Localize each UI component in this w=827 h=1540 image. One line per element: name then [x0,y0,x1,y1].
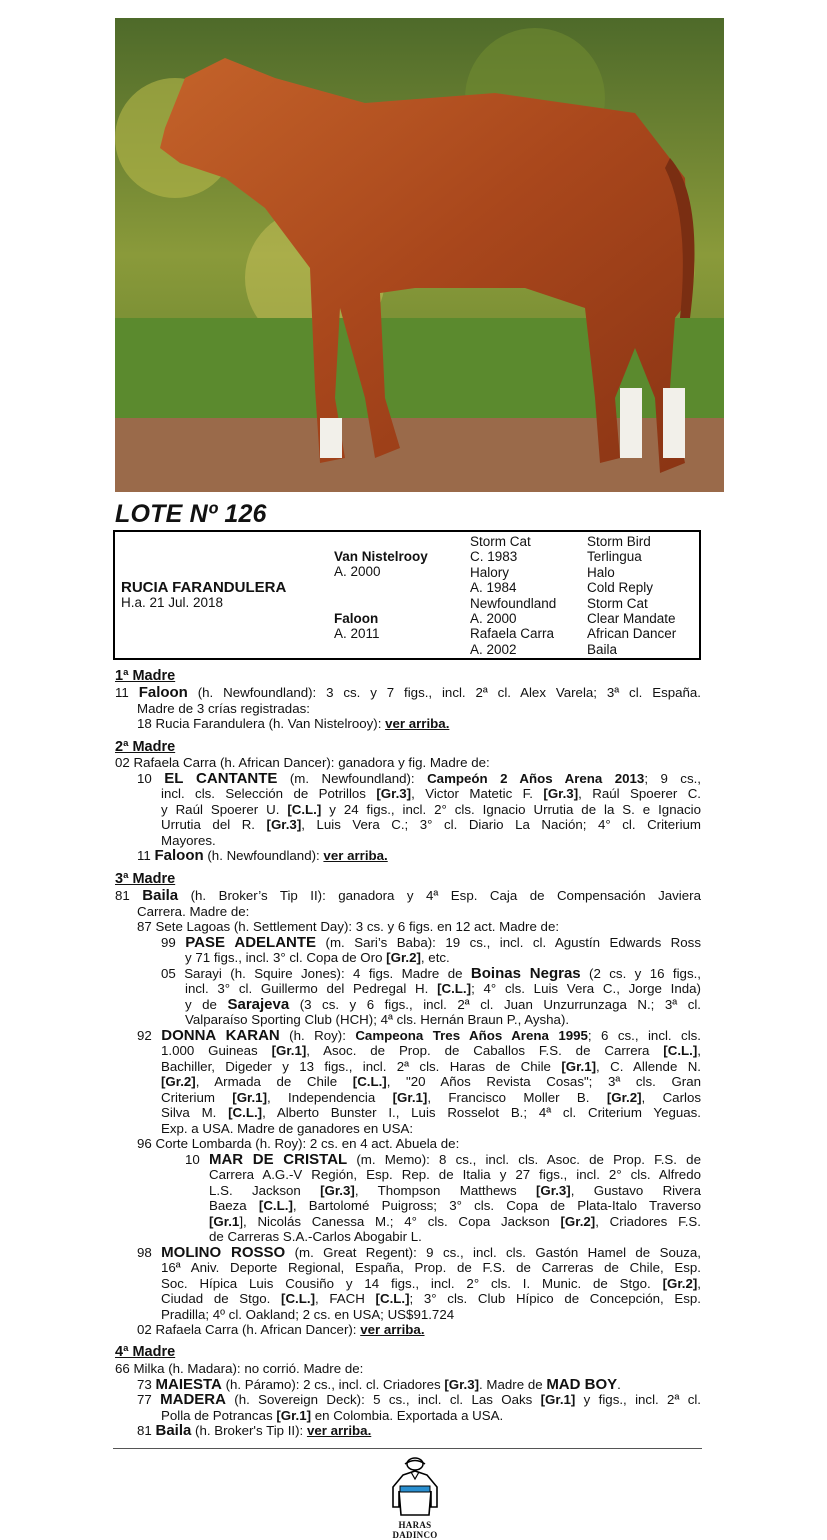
gen4-item: Storm Bird [587,534,651,549]
stud-logo [380,1455,450,1540]
gen4-item: Terlingua [587,549,642,565]
dam-name: Faloon [334,611,379,626]
stud-name: HARAS DADINCO [392,1520,438,1540]
gen3-item: A. 2000 [470,611,517,627]
gen4-item: Halo [587,564,615,580]
dam-info: A. 2011 [334,626,380,642]
horse-name: RUCIA FARANDULERA [121,579,287,596]
gen4-item: Clear Mandate [587,611,676,627]
footer-rule [113,1448,702,1449]
sire-block [334,549,428,580]
gen4-item: African Dancer [587,626,677,642]
gen3-item: Storm Cat [470,534,531,549]
jockey-silks-icon [387,1455,443,1517]
gen4-item: Baila [587,641,618,657]
horse-info: H.a. 21 Jul. 2018 [121,595,224,611]
gen3-item: Rafaela Carra [470,626,555,642]
section-1st-dam: 11 Faloon (h. Newfoundland): 3 cs. y 7 figs., incl. 2ª cl. Alex Varela; 3ª cl. España. Madre de 3 crías registradas: 18 Rucia Farandulera (h. Van Nistelrooy): ver arriba. [115,684,702,731]
section-heading-2nd-dam: 2ª Madre [115,739,176,755]
pedigree-gen3 [470,534,556,657]
sire-name: Van Nistelrooy [334,549,428,564]
pedigree-gen4 [587,534,676,657]
gen3-item: C. 1983 [470,549,518,565]
sire-info: A. 2000 [334,564,381,580]
gen4-item: Cold Reply [587,580,654,596]
horse-name-block [121,580,286,611]
dam-block [334,611,380,642]
section-3rd-dam: 81 Baila (h. Broker’s Tip II): ganadora y 4ª Esp. Caja de Compensación Javiera Carrera. Madre de: 87 Sete Lagoas (h. Settlement Day): 3 cs. y 6 figs. en 12 act. Madre de: 99 PASE ADELANTE (m. Sari’s Baba): 19 cs., incl. cl. Agustín Edwards Ross y 71 figs., incl. 3° cl. Copa de Oro [Gr.2], etc. 05 Sarayi (h. Squire Jones): 4 figs. Madre de Boinas Negras (2 cs. y 16 figs., incl. 3° cl. Guillermo del Pedregal H. [C.L.]; 4° cls. Luis Vera C., Jorge Inda) y de Sarajeva (3 cs. y 6 figs., incl. 2ª cl. Juan Unzurrunzaga N.; 3ª cl. Valparaíso Sporting Club (HCH); 4ª cls. Hernán Braun P., Aysha). 92 DONNA KARAN (h. Roy): Campeona Tres Años Arena 1995; 6 cs., incl. cls. 1.000 Guineas [Gr.1], Asoc. de Prop. de Caballos F.S. de Carrera [C.L.], Bachiller, Digeder y 13 figs., incl. 2ª cls. Haras de Chile [Gr.1], C. Allende N. [Gr.2], Armada de Chile [C.L.], "20 Años Revista Cosas"; 3ª cls. Gran Criterium [Gr.1], Independencia [Gr.1], Francisco Moller B. [Gr.2], Carlos Silva M. [C.L.], Alberto Bunster I., Luis Rosselot B.; 4ª cl. Criterium Yeguas. Exp. a USA. Madre de ganadores en USA: 96 Corte Lombarda (h. Roy): 2 cs. en 4 act. Abuela de: 10 MAR DE CRISTAL (m. Memo): 8 cs., incl. cls. Asoc. de Prop. F.S. de Carrera A.G.-V Región, Esp. Rep. de Italia y 27 figs., incl. 2° cls. Alfredo L.S. Jackson [Gr.3], Thompson Matthews [Gr.3], Gustavo Rivera Baeza [C.L.], Bartolomé Puigross; 3° cls. Copa de Plata-Italo Traverso [Gr.1], Nicolás Canessa M.; 4° cls. Copa Jackson [Gr.2], Criadores F.S. de Carreras S.A.-Carlos Abogabir L. 98 MOLINO ROSSO (m. Great Regent): 9 cs., incl. cls. Gastón Hamel de Souza, 16ª Aniv. Deporte Regional, España, Prop. de F.S. de Carreras de Chile, Esp. Soc. Hípica Luis Cousiño y 14 figs., incl. 2° cls. I. Munic. de Stgo. [Gr.2], Ciudad de Stgo. [C.L.], FACH [C.L.]; 3° cls. Club Hípico de Concepción, Esp. Pradilla; 4º cl. Oakland; 2 cs. en USA; US$91.724 02 Rafaela Carra (h. African Dancer): ver arriba. [115,887,702,1337]
gen3-item: A. 1984 [470,580,517,596]
gen3-item: Halory [470,564,510,580]
gen4-item: Storm Cat [587,595,648,611]
section-heading-1st-dam: 1ª Madre [115,668,176,684]
pedigree-table [113,530,701,660]
section-heading-4th-dam: 4ª Madre [115,1344,176,1360]
gen3-item: Newfoundland [470,595,557,611]
section-2nd-dam: 02 Rafaela Carra (h. African Dancer): ganadora y fig. Madre de: 10 EL CANTANTE (m. Newfoundland): Campeón 2 Años Arena 2013; 9 cs., incl. cls. Selección de Potrillos [Gr.3], Victor Matetic F. [Gr.3], Raúl Spoerer C. y Raúl Spoerer U. [C.L.] y 24 figs., incl. 2° cls. Ignacio Urrutia de la S. e Ignacio Urrutia del R. [Gr.3], Luis Vera C.; 3° cl. Diario La Nación; 4° cl. Criterium Mayores. 11 Faloon (h. Newfoundland): ver arriba. [115,755,701,864]
section-4th-dam: 66 Milka (h. Madara): no corrió. Madre de: 73 MAIESTA (h. Páramo): 2 cs., incl. cl. Criadores [Gr.3]. Madre de MAD BOY. 77 MADERA (h. Sovereign Deck): 5 cs., incl. cl. Las Oaks [Gr.1] y figs., incl. 2ª cl. Polla de Potrancas [Gr.1] en Colombia. Exportada a USA. 81 Baila (h. Broker's Tip II): ver arriba. [115,1361,701,1439]
horse-photo [115,18,724,492]
lot-number: LOTE Nº 126 [115,500,267,528]
gen3-item: A. 2002 [470,641,517,657]
section-heading-3rd-dam: 3ª Madre [115,871,176,887]
